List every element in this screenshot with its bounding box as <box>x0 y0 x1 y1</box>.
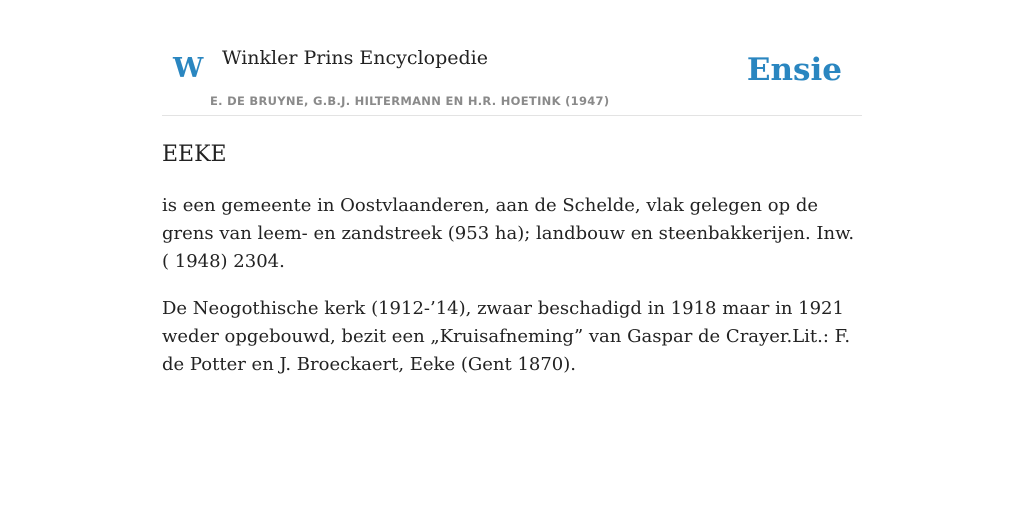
source-logo[interactable]: W <box>173 53 204 84</box>
source-header <box>162 0 862 116</box>
entry-body <box>162 192 866 398</box>
entry-paragraph: is een gemeente in Oostvlaanderen, aan de Schelde, vlak gelegen op de grens van leem- en zandstreek (953 ha); landbouw en steenbakkerijen. Inw. ( 1948) 2304. <box>162 195 855 272</box>
entry-paragraph: De Neogothische kerk (1912-’14), zwaar beschadigd in 1918 maar in 1921 weder opgebouwd, bezit een „Kruisafneming” van Gaspar de Crayer.Lit.: F. de Potter en J. Broeckaert, Eeke (Gent 1870). <box>162 298 851 375</box>
entry-title: EEKE <box>162 142 227 167</box>
source-authors: E. DE BRUYNE, G.B.J. HILTERMANN EN H.R. HOETINK (1947) <box>210 94 610 108</box>
brand-logo-link[interactable]: Ensie <box>746 52 842 88</box>
source-title[interactable]: Winkler Prins Encyclopedie <box>222 47 488 69</box>
